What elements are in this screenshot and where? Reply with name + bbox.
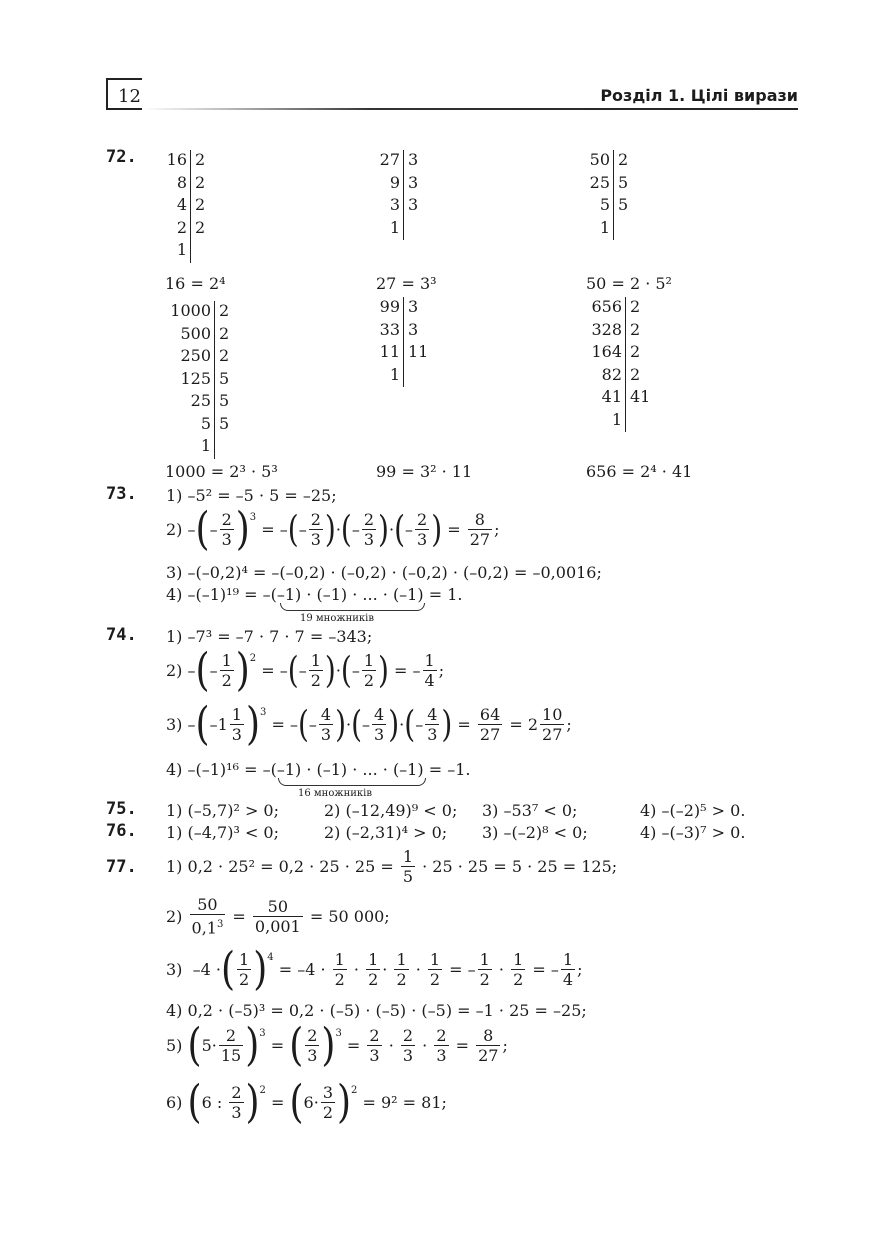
p73-line2: 2) – ( – 2 3 ) 3 = – ( – 2 3 ) · ( – 2 3 ) · ( – 2 3 ) = $\frac{8}{27}$ ; [166, 503, 500, 555]
t1000-divisor: 2 [219, 323, 230, 343]
t656-divisor: 2 [630, 364, 641, 384]
problem-number-74: 74. [106, 625, 137, 645]
p76-item-1: 1) (–4,7)³ < 0; [166, 823, 279, 842]
t27-divisor: 3 [408, 150, 419, 169]
p77-line1: 1) 0,2 · 25² = 0,2 · 25 · 25 = $\frac{1}{5}$ · 25 · 25 = 5 · 25 = 125; [166, 847, 618, 886]
header-rule [142, 108, 798, 110]
t16-divisor: 2 [195, 195, 206, 214]
problem-number-76: 76. [106, 821, 137, 841]
t50-divisor: 2 [618, 150, 629, 169]
t1000-dividend: 250 [180, 346, 211, 365]
brace-label-73: 19 множників [300, 613, 374, 624]
t50-result: 50 = 2 · 5² [586, 274, 672, 293]
t99-divisor: 3 [408, 297, 419, 316]
p73-line1: 1) –5² = –5 · 5 = –25; [166, 486, 337, 505]
t99-dividend: 1 [389, 364, 400, 384]
t16-dividend: 4 [176, 195, 187, 214]
t656-dividend: 1 [611, 409, 622, 429]
p74-line1: 1) –7³ = –7 · 7 · 7 = –343; [166, 627, 373, 646]
p77-line4: 4) 0,2 · (–5)³ = 0,2 · (–5) · (–5) · (–5) = –1 · 25 = –25; [166, 1001, 587, 1020]
t50-dividend: 50 [589, 150, 610, 169]
t1000-dividend: 25 [190, 391, 211, 410]
t16-divider-line [190, 150, 191, 263]
t50-divisor: 5 [618, 195, 629, 214]
p76-item-2: 2) (–2,31)⁴ > 0; [324, 823, 448, 842]
t16-result: 16 = 2⁴ [165, 274, 226, 293]
p73-line3: 3) –(–0,2)⁴ = –(–0,2) · (–0,2) · (–0,2) · (–0,2) = –0,0016; [166, 563, 602, 582]
t1000-dividend: 5 [200, 413, 211, 433]
t656-result: 656 = 2⁴ · 41 [586, 462, 693, 481]
t16-dividend: 2 [176, 217, 187, 237]
p74-line3: 3) – ( –1 1 3 ) 3 = – ( – 4 3 ) · ( – 4 3 ) · ( – 4 3 ) = $\frac{64}{27}$ = 2 10 27 ; [166, 698, 572, 750]
p76-item-3: 3) –(–2)⁸ < 0; [482, 823, 588, 842]
t656-divisor: 41 [630, 387, 651, 406]
t16-divisor: 2 [195, 150, 206, 169]
p75-item-1: 1) (–5,7)² > 0; [166, 801, 279, 820]
p73-line4-product: (–1) · (–1) · ... · (–1) [270, 585, 424, 604]
t27-divider-line [403, 150, 404, 240]
brace-label-74: 16 множників [298, 788, 372, 799]
t27-result: 27 = 3³ [376, 274, 437, 293]
underbrace-74 [278, 778, 426, 786]
t1000-divisor: 5 [219, 413, 230, 433]
section-title: Розділ 1. Цілі вирази [600, 86, 798, 105]
underbrace-73 [280, 603, 425, 611]
t1000-dividend: 125 [180, 368, 211, 388]
t99-dividend: 33 [379, 319, 400, 339]
t16-divisor: 2 [195, 172, 206, 192]
problem-number-77: 77. [106, 857, 137, 877]
t656-divisor: 2 [630, 297, 641, 316]
t1000-divisor: 2 [219, 301, 230, 320]
t27-dividend: 1 [389, 217, 400, 237]
p74-line4 [166, 760, 470, 779]
t50-divider-line [613, 150, 614, 240]
p74-line4-end: = –1. [423, 760, 471, 779]
p75-item-2: 2) (–12,49)⁹ < 0; [324, 801, 458, 820]
t656-dividend: 328 [591, 319, 622, 339]
t656-dividend: 656 [591, 297, 622, 316]
t656-dividend: 82 [601, 364, 622, 384]
problem-number-72: 72. [106, 147, 137, 167]
t656-dividend: 41 [601, 387, 622, 406]
t1000-result: 1000 = 2³ · 5³ [165, 462, 278, 481]
page-number: 12 [118, 86, 141, 107]
t1000-dividend: 500 [180, 323, 211, 343]
p75-item-3: 3) –53⁷ < 0; [482, 801, 578, 820]
t50-dividend: 25 [589, 172, 610, 192]
t16-dividend: 1 [176, 240, 187, 259]
t656-divider-line [625, 297, 626, 432]
t1000-dividend: 1000 [170, 301, 211, 320]
t1000-divisor: 2 [219, 346, 230, 365]
t656-divisor: 2 [630, 319, 641, 339]
p73-line4-end: = 1. [423, 585, 463, 604]
t27-dividend: 9 [389, 172, 400, 192]
t27-dividend: 27 [379, 150, 400, 169]
t99-dividend: 11 [379, 342, 400, 361]
t99-divisor: 11 [408, 342, 429, 361]
t1000-divider-line [214, 301, 215, 459]
t99-divider-line [403, 297, 404, 387]
p77-line5: 5) ( 5· 2 15 ) 3 = ( 2 3 ) 3 = $\frac{2}{3}$ · 2 3 · $\frac{2}{3}$ = $\frac{8}{27}$ ; [166, 1019, 508, 1071]
t16-dividend: 16 [166, 150, 187, 169]
problem-number-73: 73. [106, 484, 137, 504]
problem-number-75: 75. [106, 799, 137, 819]
t656-dividend: 164 [591, 342, 622, 361]
t1000-divisor: 5 [219, 368, 230, 388]
t16-divisor: 2 [195, 217, 206, 237]
t99-result: 99 = 3² · 11 [376, 462, 473, 481]
t27-divisor: 3 [408, 195, 419, 214]
p74-line4-start: 4) –(–1)¹⁶ = – [166, 760, 271, 779]
p77-line2: 2) $\frac{50}{0,1^3}$ = $\frac{50}{0,001}$ = 50 000; [166, 895, 390, 938]
t1000-divisor: 5 [219, 391, 230, 410]
t16-dividend: 8 [176, 172, 187, 192]
t50-divisor: 5 [618, 172, 629, 192]
t99-divisor: 3 [408, 319, 419, 339]
t27-divisor: 3 [408, 172, 419, 192]
p77-line6: 6) ( 6 : 2 3 ) 2 = ( 6· 3 2 ) 2 = 9² = 81; [166, 1076, 447, 1128]
p74-line4-product: (–1) · (–1) · ... · (–1) [270, 760, 424, 779]
t50-dividend: 5 [599, 195, 610, 214]
t50-dividend: 1 [599, 217, 610, 237]
p75-item-4: 4) –(–2)⁵ > 0. [640, 801, 746, 820]
p74-line2: 2) – ( – 1 2 ) 2 = – ( – 1 2 ) · ( – 1 2 ) = – 1 4 ; [166, 644, 445, 696]
t656-divisor: 2 [630, 342, 641, 361]
t1000-dividend: 1 [200, 436, 211, 455]
t99-dividend: 99 [379, 297, 400, 316]
p73-line4 [166, 585, 462, 604]
p73-line4-start: 4) –(–1)¹⁹ = – [166, 585, 271, 604]
p76-item-4: 4) –(–3)⁷ > 0. [640, 823, 746, 842]
t27-dividend: 3 [389, 195, 400, 214]
p77-line3: 3) –4 · ( 1 2 ) 4 = –4 · 1 2 · 1 2 · 1 2 · $\frac{1}{2}$ = – 1 2 · $\frac{1}{2}$ = – 1 4 ; [166, 943, 583, 995]
